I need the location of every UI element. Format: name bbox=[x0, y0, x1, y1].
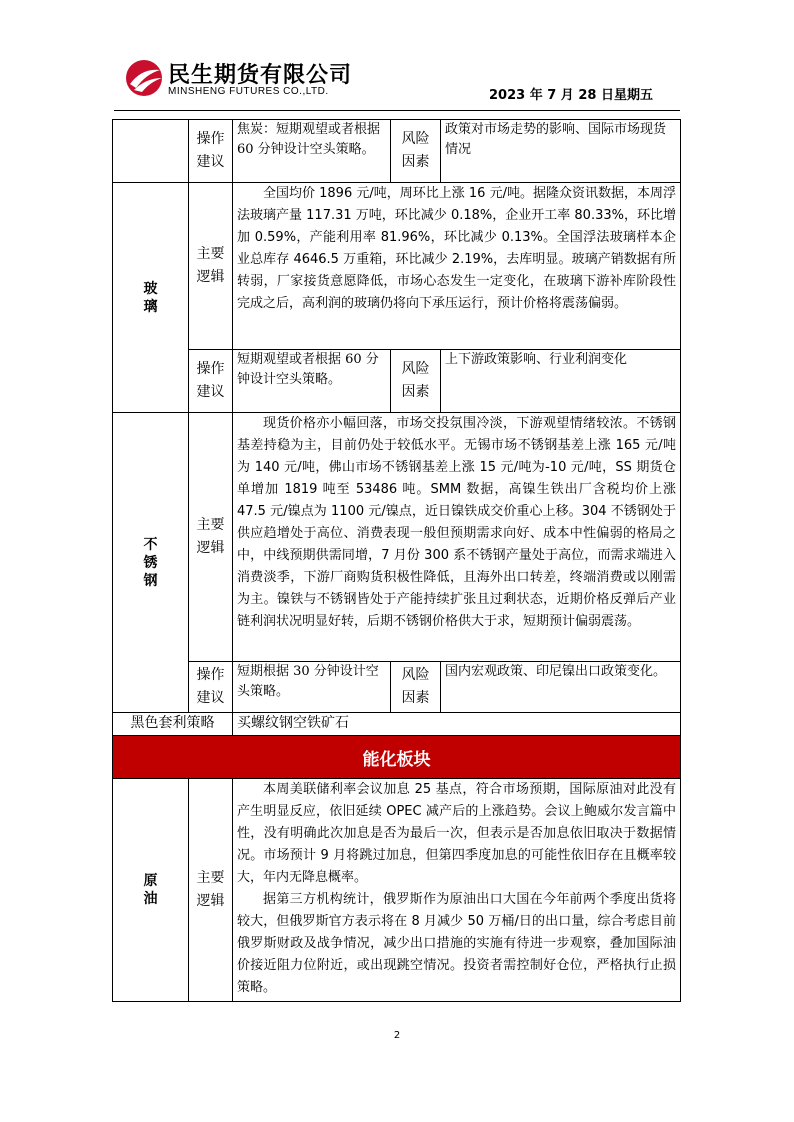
company-logo bbox=[124, 58, 364, 102]
crude-logic-paragraph-1: 本周美联储利率会议加息 25 基点，符合市场预期，国际原油对此没有产生明显反应，依旧延续 OPEC 减产后的上涨趋势。会议上鲍威尔发言篇中性，没有明确此次加息是否为最后一次，但表示是否加息依旧取决于数据情况。市场预计 9 月将跳过加息，但第四季度加息的可能性依旧存在且概率较大，年内无降息概率。 bbox=[237, 782, 676, 885]
glass-category: 玻璃 bbox=[113, 183, 189, 413]
operation-label: 操作建议 bbox=[189, 350, 233, 413]
logo-english-name: MINSHENG FUTURES CO.,LTD. bbox=[168, 86, 329, 97]
header-divider bbox=[114, 110, 680, 111]
stainless-logic-text: 现货价格亦小幅回落，市场交投氛围冷淡，下游观望情绪较浓。不锈钢基差持稳为主，目前仍处于较低水平。无锡市场不锈钢基差上涨 165 元/吨为 140 元/吨，佛山市场不锈钢基差上涨 15 元/吨为-10 元/吨，SS 期货仓单增加 1819 吨至 53486 吨。SMM 数据，高镍生铁出厂含税均价上涨 47.5 元/镍点为 1100 元/镍点，近日镍铁成交价重心上移。304 不锈钢处于供应趋增处于高位、消费表现一般但预期需求向好、成本中性偏弱的格局之中，中线预期供需同增，7 月份 300 系不锈钢产量处于高位，而需求端进入消费淡季，下游厂商购货积极性降低，且海外出口转差，终端消费或以刚需为主。镍铁与不锈钢皆处于产能持续扩张且过剩状态，近期价格反弹后产业链利润状况明显好转，后期不锈钢价格供大于求，短期预计偏弱震荡。 bbox=[233, 413, 681, 662]
stainless-logic-row bbox=[113, 413, 681, 662]
risk-label: 风险因素 bbox=[391, 350, 441, 413]
operation-label: 操作建议 bbox=[189, 120, 233, 183]
crude-category: 原油 bbox=[113, 779, 189, 1002]
report-date: 2023 年 7 月 28 日星期五 bbox=[489, 88, 653, 103]
energy-section-title: 能化板块 bbox=[113, 736, 681, 779]
risk-label: 风险因素 bbox=[391, 120, 441, 183]
glass-risk-text: 上下游政策影响、行业利润变化 bbox=[441, 350, 681, 413]
black-arbitrage-value: 买螺纹钢空铁矿石 bbox=[233, 713, 681, 736]
logo-chinese-name: 民生期货有限公司 bbox=[168, 63, 353, 88]
glass-operation-row bbox=[113, 350, 681, 413]
coke-category-cell bbox=[113, 120, 189, 183]
crude-logic-paragraph-2: 据第三方机构统计，俄罗斯作为原油出口大国在今年前两个季度出货将较大，但俄罗斯官方表示将在 8 月减少 50 万桶/日的出口量，综合考虑目前俄罗斯财政及战争情况，减少出口措施的实施有待进一步观察，叠加国际油价接近阻力位附近，或出现跳空情况。投资者需控制好仓位，严格执行止损策略。 bbox=[237, 892, 676, 995]
energy-section-row bbox=[113, 736, 681, 779]
coke-operation-text: 焦炭：短期观望或者根据 60 分钟设计空头策略。 bbox=[233, 120, 391, 183]
stainless-operation-row bbox=[113, 662, 681, 713]
strategy-table bbox=[112, 119, 681, 1002]
glass-operation-text: 短期观望或者根据 60 分钟设计空头策略。 bbox=[233, 350, 391, 413]
logic-label: 主要逻辑 bbox=[189, 779, 233, 1002]
page-number: 2 bbox=[393, 1030, 401, 1041]
black-arbitrage-row bbox=[113, 713, 681, 736]
glass-logic-row bbox=[113, 183, 681, 350]
coke-operation-row bbox=[113, 120, 681, 183]
crude-logic-text bbox=[233, 779, 681, 1002]
coke-risk-text: 政策对市场走势的影响、国际市场现货情况 bbox=[441, 120, 681, 183]
glass-logic-text: 全国均价 1896 元/吨，周环比上涨 16 元/吨。据隆众资讯数据，本周浮法玻璃产量 117.31 万吨，环比减少 0.18%，企业开工率 80.33%，环比增加 0.59%，产能利用率 81.96%，环比减少 0.13%。全国浮法玻璃样本企业总库存 4646.5 万重箱，环比减少 2.19%，去库明显。玻璃产销数据有所转弱，厂家接货意愿降低，市场心态发生一定变化，在玻璃下游补库阶段性完成之后，高利润的玻璃仍将向下承压运行，预计价格将震荡偏弱。 bbox=[233, 183, 681, 350]
stainless-risk-text: 国内宏观政策、印尼镍出口政策变化。 bbox=[441, 662, 681, 713]
logic-label: 主要逻辑 bbox=[189, 183, 233, 350]
risk-label: 风险因素 bbox=[391, 662, 441, 713]
logic-label: 主要逻辑 bbox=[189, 413, 233, 662]
black-arbitrage-label: 黑色套利策略 bbox=[113, 713, 233, 736]
stainless-operation-text: 短期根据 30 分钟设计空头策略。 bbox=[233, 662, 391, 713]
operation-label: 操作建议 bbox=[189, 662, 233, 713]
crude-logic-row bbox=[113, 779, 681, 1002]
logo-swoosh-icon bbox=[124, 58, 164, 98]
stainless-category: 不锈钢 bbox=[113, 413, 189, 713]
